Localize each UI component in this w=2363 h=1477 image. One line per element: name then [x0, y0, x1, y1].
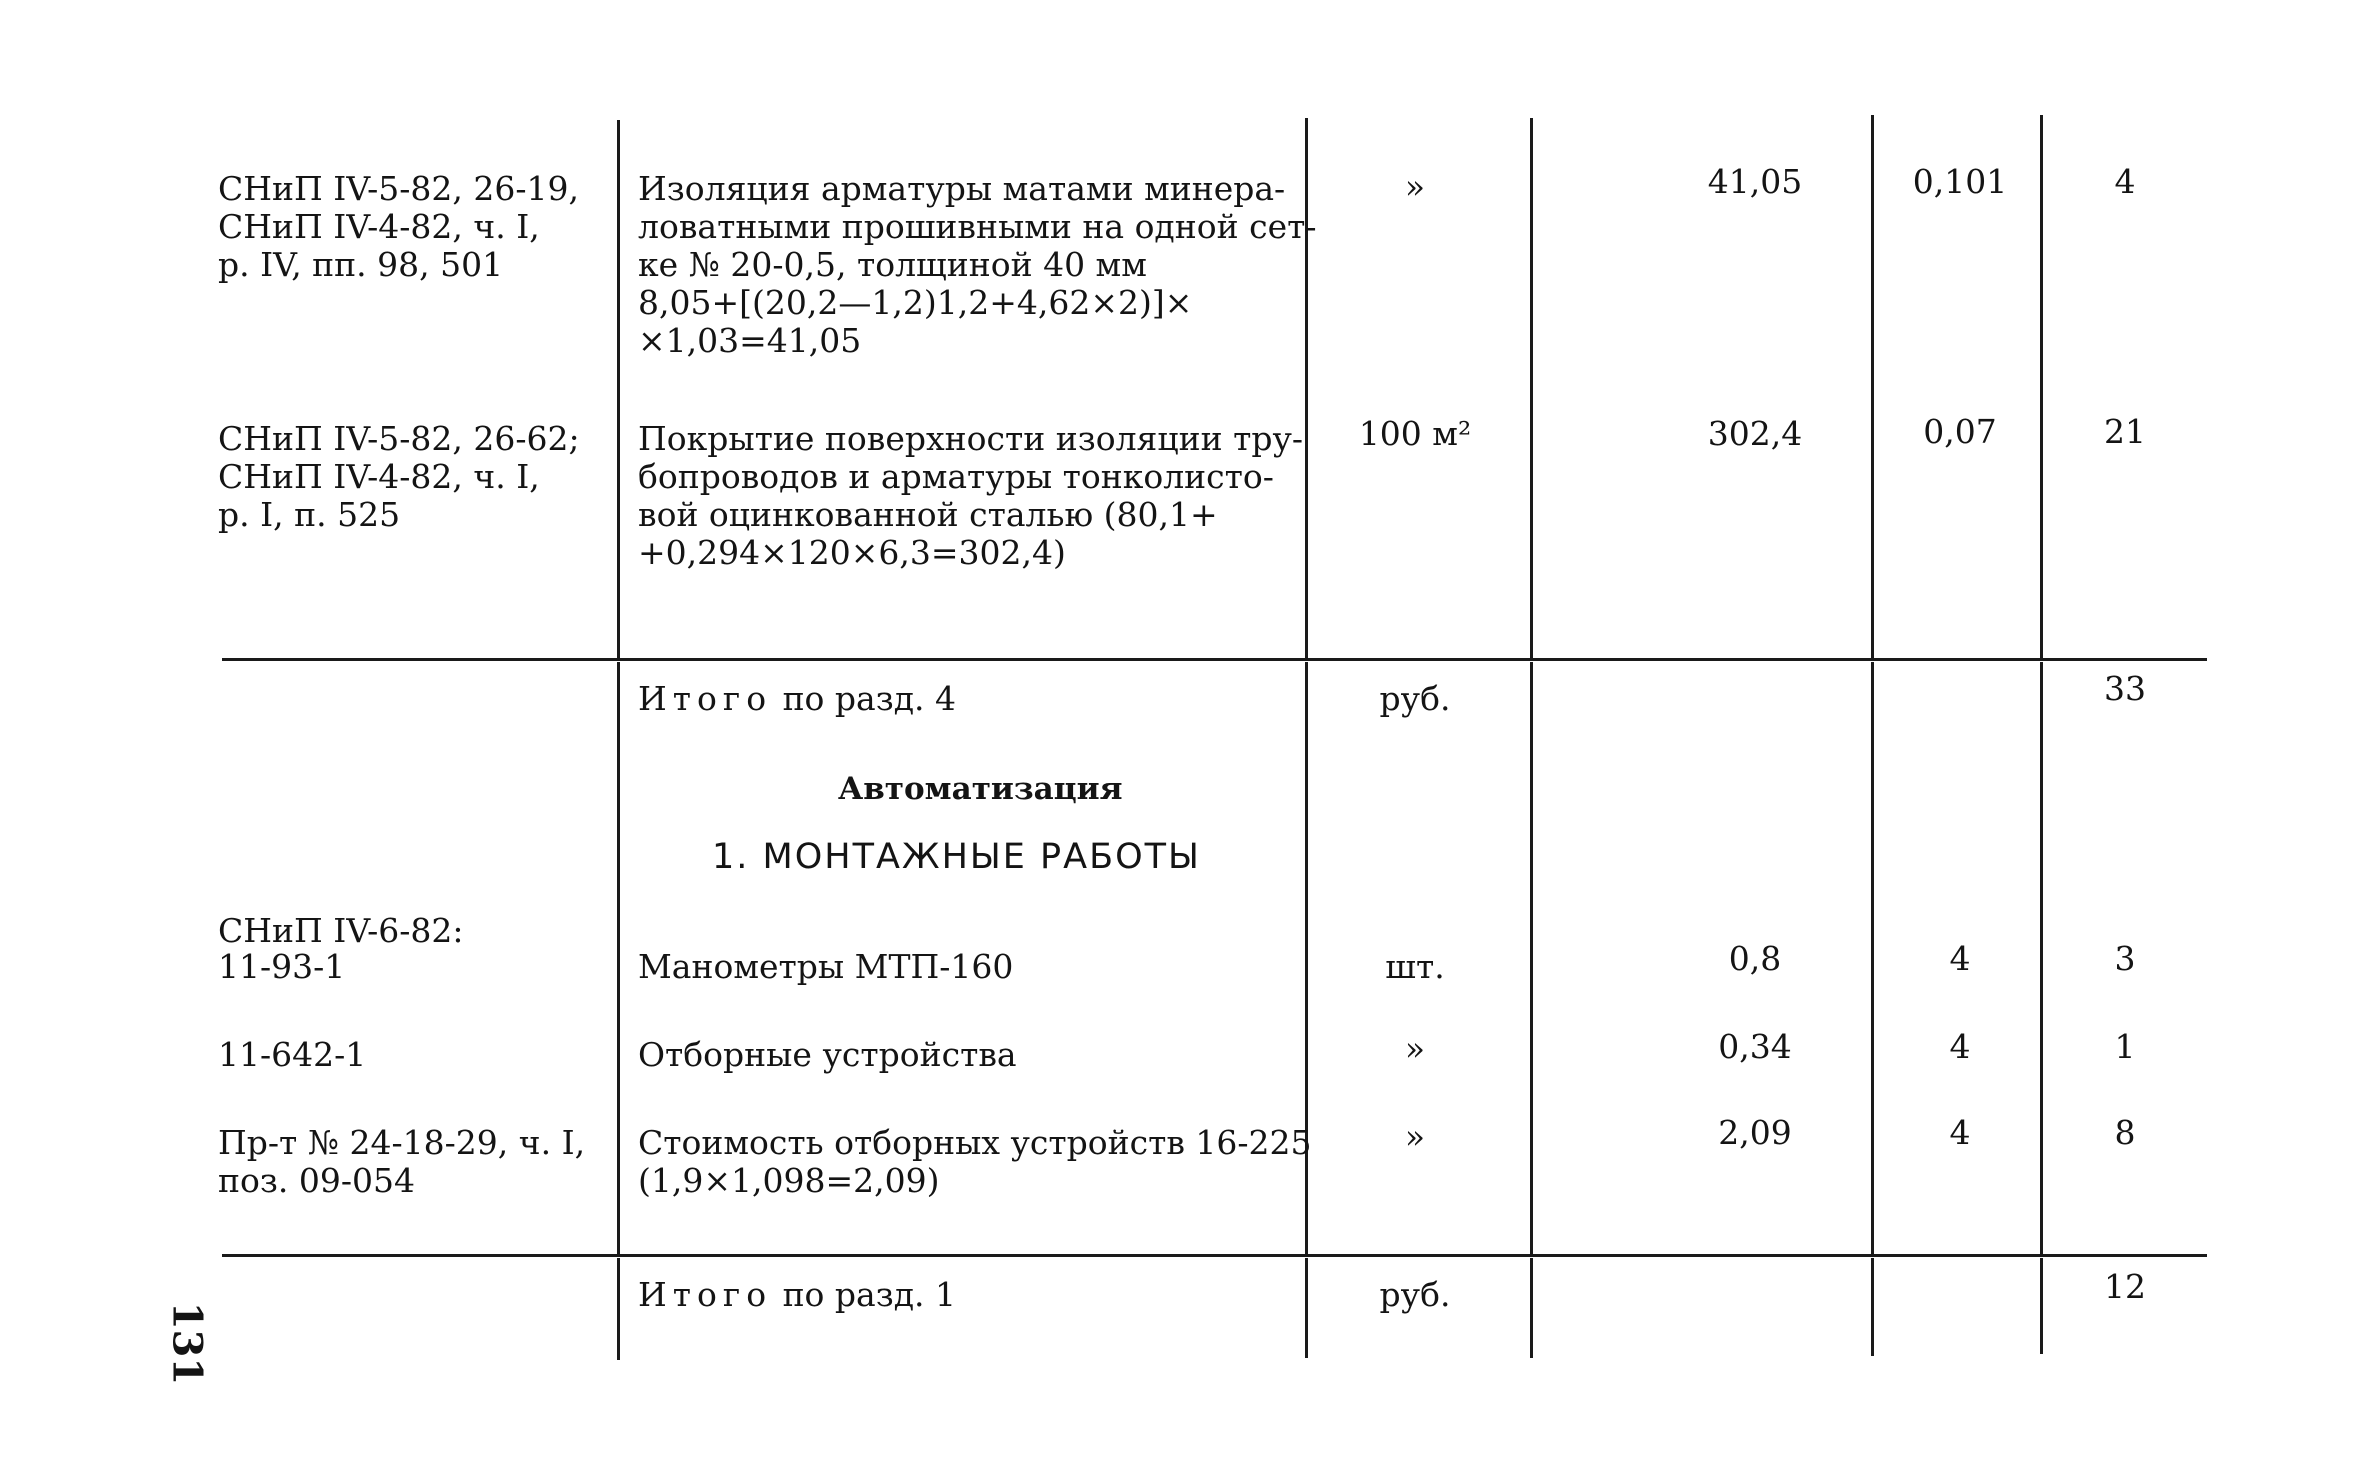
column-rule: [2040, 115, 2043, 660]
work-description: [638, 1124, 1312, 1200]
rate-cell: 0,101: [1912, 162, 2008, 201]
page-number: 131: [163, 1301, 211, 1386]
desc-line: ловатными прошивными на одной сет-: [638, 207, 1317, 246]
column-rule: [1871, 1258, 1874, 1356]
work-description: Манометры МТП-160: [638, 947, 1014, 986]
rate-cell: 4: [1949, 939, 1971, 978]
desc-line: (1,9×1,098=2,09): [638, 1161, 940, 1200]
desc-line: +0,294×120×6,3=302,4): [638, 533, 1066, 572]
ref-line: Пр-т № 24-18-29, ч. I,: [218, 1123, 586, 1162]
desc-line: вой оцинкованной сталью (80,1+: [638, 495, 1218, 534]
norm-reference: 11-642-1: [218, 1035, 367, 1074]
work-description: [638, 170, 1317, 360]
cost-cell: 1: [2114, 1027, 2136, 1066]
total-label-rest: по разд. 4: [782, 679, 957, 718]
column-rule: [1305, 1258, 1308, 1358]
unit-cell: »: [1404, 1029, 1426, 1068]
unit-cell: »: [1404, 1117, 1426, 1156]
rate-cell: 4: [1949, 1027, 1971, 1066]
unit-cell: руб.: [1379, 1275, 1451, 1314]
total-label: [638, 680, 956, 718]
desc-line: Покрытие поверхности изоляции тру-: [638, 419, 1304, 458]
ref-line: СНиП IV-5-82, 26-62;: [218, 419, 580, 458]
norm-reference: [218, 420, 580, 534]
desc-line: бопроводов и арматуры тонколисто-: [638, 457, 1274, 496]
unit-cell: шт.: [1385, 947, 1445, 986]
column-rule: [1530, 1258, 1533, 1358]
unit-cell: руб.: [1379, 679, 1451, 718]
ref-line: СНиП IV-4-82, ч. I,: [218, 457, 540, 496]
cost-cell: 8: [2114, 1113, 2136, 1152]
quantity-cell: 302,4: [1707, 414, 1803, 453]
quantity-cell: 2,09: [1718, 1113, 1792, 1152]
column-rule: [1530, 662, 1533, 1254]
row-separator: [222, 658, 2207, 661]
ref-line: поз. 09-054: [218, 1161, 415, 1200]
column-rule: [617, 662, 620, 1254]
quantity-cell: 41,05: [1707, 162, 1803, 201]
work-description: [638, 420, 1303, 572]
column-rule: [617, 120, 620, 660]
norm-reference-header: СНиП IV-6-82:: [218, 911, 464, 950]
unit-cell: 100 м²: [1358, 414, 1472, 453]
norm-reference: 11-93-1: [218, 947, 346, 986]
desc-line: ке № 20-0,5, толщиной 40 мм: [638, 245, 1147, 284]
section-heading: Автоматизация: [838, 771, 1123, 807]
total-label-rest: по разд. 1: [782, 1275, 957, 1314]
column-rule: [2040, 662, 2043, 1254]
quantity-cell: 0,34: [1718, 1027, 1792, 1066]
column-rule: [1871, 662, 1874, 1254]
total-label: [638, 1276, 956, 1314]
rate-cell: 0,07: [1923, 412, 1997, 451]
desc-line: Стоимость отборных устройств 16-225: [638, 1123, 1312, 1162]
row-separator: [222, 1254, 2207, 1257]
total-label-word: Итого: [638, 679, 773, 718]
cost-cell: 33: [2104, 669, 2146, 708]
ref-line: СНиП IV-5-82, 26-19,: [218, 169, 580, 208]
cost-cell: 3: [2114, 939, 2136, 978]
subsection-heading: 1. МОНТАЖНЫЕ РАБОТЫ: [712, 837, 1201, 877]
unit-cell: »: [1404, 167, 1426, 206]
cost-cell: 4: [2114, 162, 2136, 201]
ref-line: р. IV, пп. 98, 501: [218, 245, 504, 284]
total-label-word: Итого: [638, 1275, 773, 1314]
column-rule: [1530, 118, 1533, 660]
desc-line: Изоляция арматуры матами минера-: [638, 169, 1286, 208]
cost-cell: 12: [2104, 1267, 2146, 1306]
column-rule: [617, 1258, 620, 1360]
cost-cell: 21: [2104, 412, 2146, 451]
norm-reference: [218, 170, 579, 284]
ref-line: СНиП IV-4-82, ч. I,: [218, 207, 540, 246]
desc-line: 8,05+[(20,2—1,2)1,2+4,62×2)]×: [638, 283, 1193, 322]
ref-line: р. I, п. 525: [218, 495, 401, 534]
quantity-cell: 0,8: [1728, 939, 1782, 978]
work-description: Отборные устройства: [638, 1035, 1017, 1074]
column-rule: [2040, 1258, 2043, 1354]
norm-reference: [218, 1124, 585, 1200]
desc-line: ×1,03=41,05: [638, 321, 862, 360]
rate-cell: 4: [1949, 1113, 1971, 1152]
column-rule: [1871, 115, 1874, 660]
